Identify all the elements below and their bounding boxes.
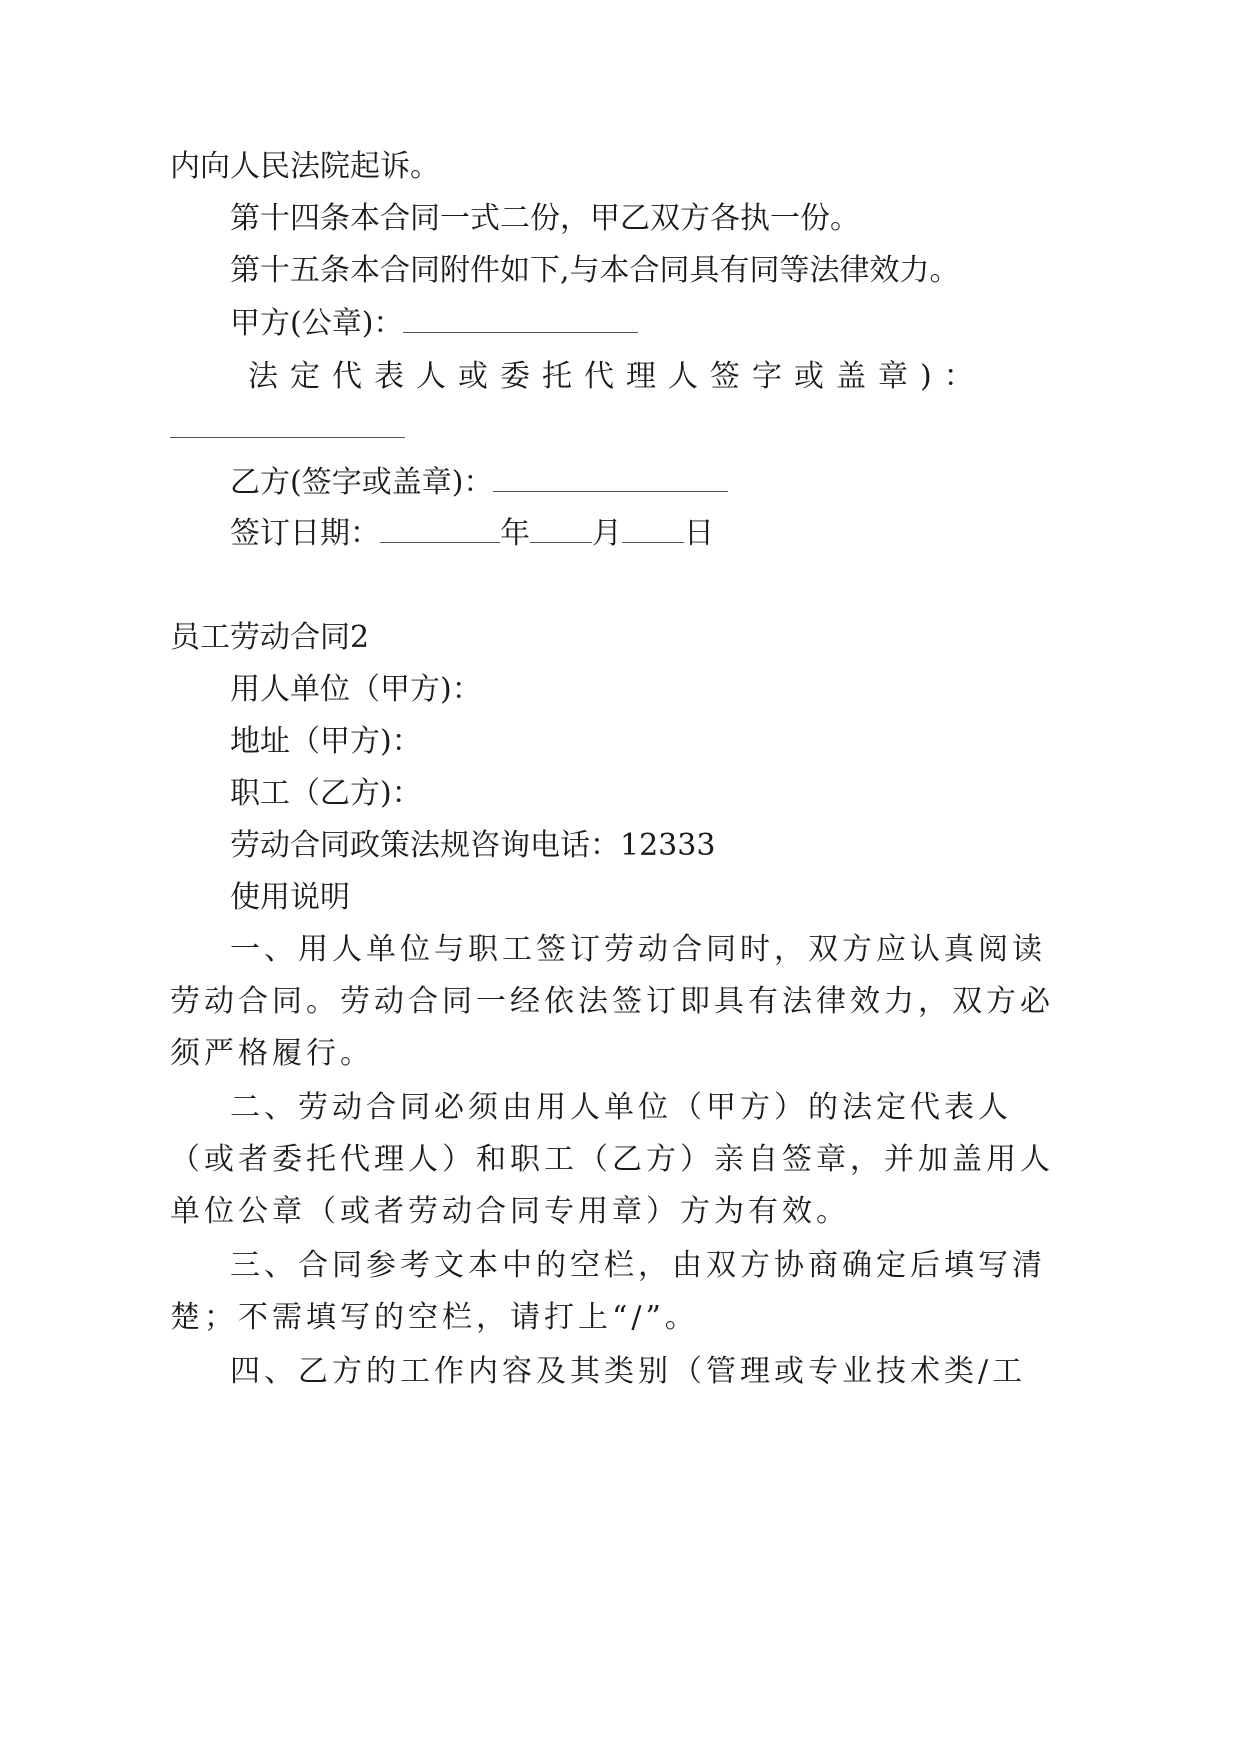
sign-date-label: 签订日期： (230, 516, 380, 551)
month-label: 月 (592, 516, 622, 551)
party-b-sign-blank[interactable] (493, 465, 728, 492)
sign-year-blank[interactable] (380, 516, 500, 543)
address-field: 地址（甲方)： (230, 724, 422, 759)
legal-rep-label: 法定代表人或委托代理人签字或盖章)： (248, 359, 986, 394)
party-b-sign-field (230, 463, 728, 503)
paragraph-line: 单位公章（或者劳动合同专用章）方为有效。 (170, 1194, 850, 1229)
sign-day-blank[interactable] (622, 516, 684, 543)
contract-title: 员工劳动合同2 (170, 620, 370, 655)
instructions-heading: 使用说明 (230, 880, 350, 915)
party-a-seal-label: 甲方(公章)： (230, 306, 404, 341)
legal-rep-blank[interactable] (170, 436, 405, 438)
sign-month-blank[interactable] (530, 516, 592, 543)
text-line: 内向人民法院起诉。 (170, 149, 440, 184)
paragraph-line: 三、合同参考文本中的空栏，由双方协商确定后填写清 (230, 1248, 1046, 1283)
paragraph-line: 一、用人单位与职工签订劳动合同时，双方应认真阅读 (230, 932, 1046, 967)
party-a-seal-field (230, 304, 638, 344)
paragraph-line: 劳动合同。劳动合同一经依法签订即具有法律效力，双方必 (170, 984, 1054, 1019)
employer-field: 用人单位（甲方)： (230, 672, 482, 707)
party-b-sign-label: 乙方(签字或盖章)： (230, 465, 494, 500)
paragraph-line: 二、劳动合同必须由用人单位（甲方）的法定代表人 (230, 1090, 1012, 1125)
paragraph-line: 四、乙方的工作内容及其类别（管理或专业技术类/工 (230, 1354, 1027, 1389)
day-label: 日 (684, 516, 714, 551)
article-15: 第十五条本合同附件如下,与本合同具有同等法律效力。 (230, 253, 960, 288)
paragraph-line: （或者委托代理人）和职工（乙方）亲自签章，并加盖用人 (170, 1142, 1054, 1177)
employee-field: 职工（乙方)： (230, 776, 422, 811)
sign-date-field (230, 514, 714, 554)
party-a-seal-blank[interactable] (403, 306, 638, 333)
article-14: 第十四条本合同一式二份，甲乙双方各执一份。 (230, 201, 860, 236)
hotline: 劳动合同政策法规咨询电话：12333 (230, 828, 716, 863)
year-label: 年 (500, 516, 530, 551)
paragraph-line: 楚；不需填写的空栏，请打上“/”。 (170, 1300, 699, 1335)
paragraph-line: 须严格履行。 (170, 1036, 374, 1071)
